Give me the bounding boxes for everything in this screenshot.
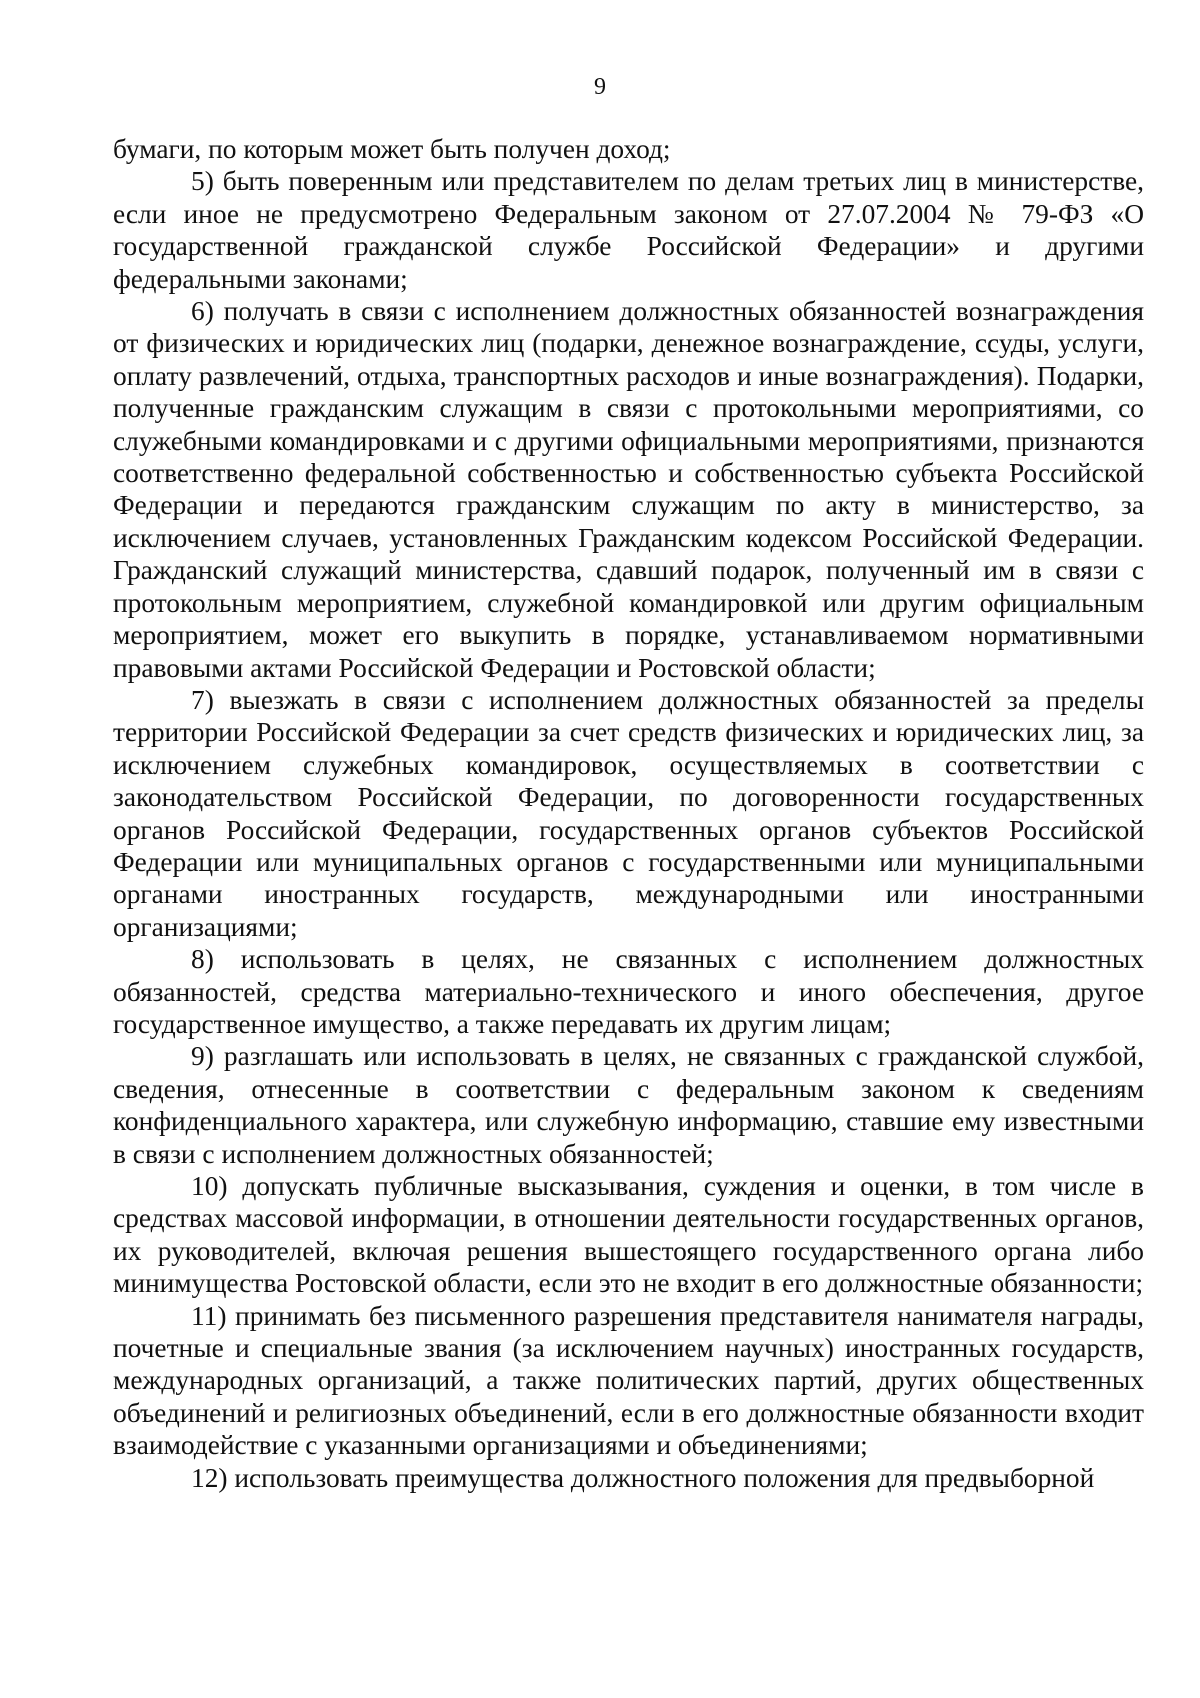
paragraph-item-6: 6) получать в связи с исполнением должностных обязанностей вознаграждения от физических и юридических лиц (подарки, денежное вознаграждение, ссуды, услуги, оплату развлечений, отдыха, транспортных расходов и иные вознаграждения). Подарки, полученные гражданским служащим в связи с протокольными мероприятиями, со служебными командировками и с другими официальными мероприятиями, признаются соответственно федеральной собственностью и собственностью субъекта Российской Федерации и передаются гражданским служащим по акту в министерство, за исключением случаев, установленных Гражданским кодексом Российской Федерации. Гражданский служащий министерства, сдавший подарок, полученный им в связи с протокольным мероприятием, служебной командировкой или другим официальным мероприятием, может его выкупить в порядке, устанавливаемом нормативными правовыми актами Российской Федерации и Ростовской области; — [113, 296, 1144, 683]
paragraph-item-12: 12) использовать преимущества должностного положения для предвыборной — [191, 1462, 1095, 1493]
paragraph-item-11: 11) принимать без письменного разрешения представителя нанимателя награды, почетные и специальные звания (за исключением научных) иностранных государств, международных организаций, а также политических партий, других общественных объединений и религиозных объединений, если в его должностные обязанности входит взаимодействие с указанными организациями и объединениями; — [113, 1300, 1144, 1461]
paragraph-item-9: 9) разглашать или использовать в целях, не связанных с гражданской службой, сведения, отнесенные в соответствии с федеральным законом к сведениям конфиденциального характера, или служебную информацию, ставшие ему известными в связи с исполнением должностных обязанностей; — [113, 1041, 1144, 1169]
paragraph-continuation: бумаги, по которым может быть получен доход; — [113, 134, 671, 164]
paragraph-item-8: 8) использовать в целях, не связанных с исполнением должностных обязанностей, средства материально-технического и иного обеспечения, другое государственное имущество, а также передавать их другим лицам; — [113, 944, 1144, 1039]
paragraph-item-5: 5) быть поверенным или представителем по делам третьих лиц в министерстве, если иное не предусмотрено Федеральным законом от 27.07.2004 № 79-ФЗ «О государственной гражданской службе Российской Федерации» и другими федеральными законами; — [113, 166, 1144, 294]
page-number: 9 — [594, 74, 606, 100]
document-body — [113, 133, 1144, 1494]
paragraph-item-10: 10) допускать публичные высказывания, суждения и оценки, в том числе в средствах массовой информации, в отношении деятельности государственных органов, их руководителей, включая решения вышестоящего государственного органа либо минимущества Ростовской области, если это не входит в его должностные обязанности; — [113, 1171, 1144, 1299]
paragraph-item-7: 7) выезжать в связи с исполнением должностных обязанностей за пределы территории Российской Федерации за счет средств физических и юридических лиц, за исключением служебных командировок, осуществляемых в соответствии с законодательством Российской Федерации, по договоренности государственных органов Российской Федерации, государственных органов субъектов Российской Федерации или муниципальных органов с государственными или муниципальными органами иностранных государств, международными или иностранными организациями; — [113, 684, 1144, 942]
